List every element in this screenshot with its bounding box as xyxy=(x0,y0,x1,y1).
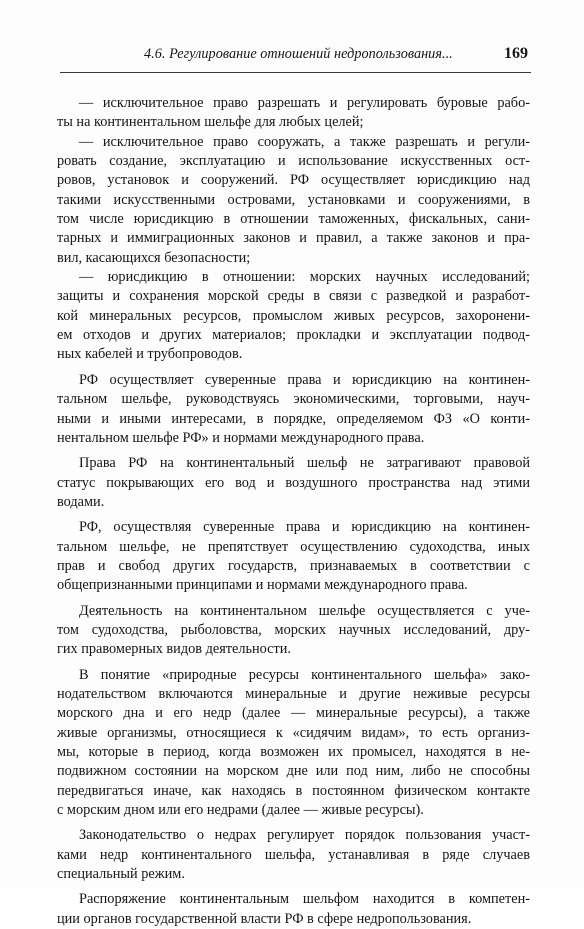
text-line: кой минеральных ресурсов, промыслом живых ресурсов, захоронени- xyxy=(57,307,530,324)
page-header xyxy=(56,45,532,67)
text-line: такими искусственными островами, установками и сооружениями, в xyxy=(57,191,530,208)
paragraph xyxy=(57,602,530,660)
text-line: защиты и сохранения морской среды в связи с разведкой и разработ- xyxy=(57,288,530,305)
paragraph xyxy=(57,666,530,821)
text-line: с морским дном или его недрами (далее — живые ресурсы). xyxy=(57,802,424,819)
header-rule xyxy=(60,72,531,73)
text-line: тарных и иммиграционных законов и правил, а также законов и пра- xyxy=(57,230,530,247)
text-line: тальном шельфе, не препятствует осуществлению судоходства, иных xyxy=(57,538,530,555)
text-line: ными и иными интересами, в порядке, определяемом ФЗ «О конти- xyxy=(57,410,530,427)
text-line: том судоходства, рыболовства, морских научных исследований, дру- xyxy=(57,621,530,638)
text-line: статус покрывающих его вод и воздушного пространства над этими xyxy=(57,474,530,491)
text-line: — исключительное право сооружать, а также разрешать и регули- xyxy=(79,133,530,150)
text-line: Деятельность на континентальном шельфе осуществляется с уче- xyxy=(79,602,530,619)
running-head: 4.6. Регулирование отношений недропользования... xyxy=(144,46,453,62)
text-line: передвигаться иначе, как находясь в постоянном физическом контакте xyxy=(57,782,530,799)
paragraph xyxy=(57,133,530,268)
text-line: гих правомерных видов деятельности. xyxy=(57,641,291,658)
text-line: нентальном шельфе РФ» и нормами международного права. xyxy=(57,429,425,446)
page-number: 169 xyxy=(504,45,528,62)
body-text xyxy=(57,94,530,929)
text-line: специальный режим. xyxy=(57,866,185,883)
paragraph xyxy=(57,268,530,365)
text-line: Распоряжение континентальным шельфом находится в компетен- xyxy=(79,891,530,908)
text-line: нодательством включаются минеральные и другие неживые ресурсы xyxy=(57,685,530,702)
text-line: ровов, установок и сооружений. РФ осуществляет юрисдикцию над xyxy=(57,172,530,189)
text-line: водами. xyxy=(57,493,105,510)
text-line: ровать создание, эксплуатацию и использование искусственных ост- xyxy=(57,153,530,170)
paragraph xyxy=(57,94,530,133)
text-line: РФ, осуществляя суверенные права и юрисдикцию на континен- xyxy=(79,519,530,536)
text-line: живые организмы, относящиеся к «сидячим видам», то есть организ- xyxy=(57,724,530,741)
text-line: том числе юрисдикцию в отношении таможенных, фискальных, сани- xyxy=(57,211,530,228)
text-line: РФ осуществляет суверенные права и юрисдикцию на континен- xyxy=(79,371,530,388)
text-line: мы, которые в период, когда возможен их промысел, находятся в не- xyxy=(57,744,530,760)
text-line: морского дна и его недр (далее — минеральные ресурсы), а также xyxy=(57,705,530,722)
text-line: Законодательство о недрах регулирует порядок пользования участ- xyxy=(79,827,530,844)
text-line: В понятие «природные ресурсы континентального шельфа» зако- xyxy=(79,666,530,683)
text-line: прав и свобод других государств, признаваемых в соответствии с xyxy=(57,557,530,574)
paragraph xyxy=(57,826,530,884)
text-line: ем отходов и других материалов; прокладки и эксплуатации подвод- xyxy=(57,327,530,344)
paragraph xyxy=(57,890,530,929)
text-line: ками недр континентального шельфа, устанавливая в ряде случаев xyxy=(57,846,530,863)
paragraph xyxy=(57,454,530,512)
text-line: ты на континентальном шельфе для любых целей; xyxy=(57,114,364,131)
text-line: ции органов государственной власти РФ в сфере недропользования. xyxy=(57,910,472,927)
paragraph xyxy=(57,371,530,448)
text-line: Права РФ на континентальный шельф не затрагивают правовой xyxy=(79,455,530,472)
paragraph xyxy=(57,518,530,595)
text-line: — юрисдикцию в отношении: морских научных исследований; xyxy=(79,269,530,286)
text-line: вил, касающихся безопасности; xyxy=(57,249,251,266)
text-line: — исключительное право разрешать и регулировать буровые рабо- xyxy=(79,95,530,111)
text-line: тальном шельфе, руководствуясь экономическими, торговыми, науч- xyxy=(57,391,530,408)
text-line: подвижном состоянии на морском дне или под ним, либо не способны xyxy=(57,763,530,780)
text-line: общепризнанными принципами и нормами международного права. xyxy=(57,577,468,594)
text-line: ных кабелей и трубопроводов. xyxy=(57,346,243,363)
